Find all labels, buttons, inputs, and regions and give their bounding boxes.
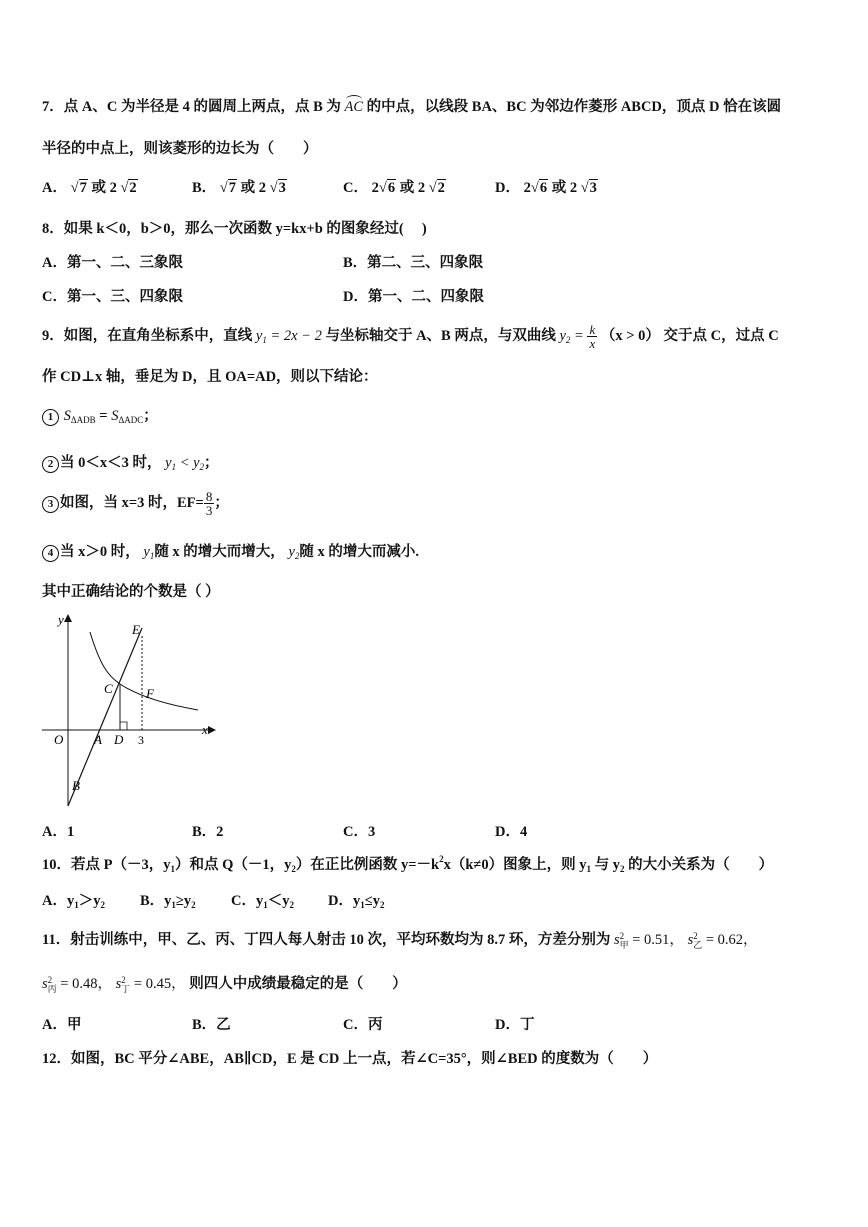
q7-option-c-sqrt2: √2 [428, 180, 445, 196]
q7-option-b-sqrt2: √3 [269, 180, 286, 196]
q7-option-c-pre: 2 [371, 180, 379, 196]
q11-bing-scripts [48, 976, 57, 994]
q11-var-ding [116, 976, 186, 992]
q10-e-sub: 2 [620, 864, 625, 874]
q10-c: ）在正比例函数 y=－k [295, 857, 440, 873]
q11-s-yi: s [687, 932, 694, 948]
q9-s2-y1: y [165, 455, 172, 471]
q9-s1-eq: = [95, 408, 112, 424]
q11-jia-val: = 0.51， [628, 932, 684, 948]
q11-bing-sub: 丙 [47, 983, 57, 994]
q9-fig-label-c: C [104, 681, 113, 696]
q9-s1-end: ； [143, 408, 158, 424]
q9-fig-label-f: F [146, 686, 154, 701]
q10-option-a-s2: 2 [100, 900, 105, 910]
q10-option-a [42, 889, 105, 910]
q10-option-a-y: A．y [42, 893, 75, 909]
q9-figure [38, 610, 218, 810]
q7-option-b-rad1: 7 [228, 180, 237, 196]
q9-option-d: D．4 [495, 824, 528, 840]
q9-stem-b: 与坐标轴交于 A、B 两点，与双曲线 [325, 327, 556, 344]
q11-ding-val: = 0.45， [130, 976, 186, 992]
q7-option-a [42, 176, 138, 197]
q7-option-d-sqrt2: √3 [580, 180, 597, 196]
q9-s4-y1 [143, 544, 154, 560]
q9-s4-y1-var: y [143, 544, 150, 560]
q8-option-a: A．第一、二、三象限 [42, 255, 183, 271]
q7-option-b [192, 176, 287, 197]
q9-s2-ineq [165, 455, 204, 471]
q7-option-d-label: D． [495, 180, 520, 196]
q9-frac-x: x [589, 336, 596, 351]
q10-option-d [328, 889, 384, 910]
q7-option-a-sqrt1: √7 [70, 180, 87, 196]
q11-bing-sup: 2 [47, 974, 53, 985]
q7-stem-a: 7．点 A、C 为半径是 4 的圆周上两点，点 B 为 [42, 99, 341, 115]
q10-option-b-s2: 2 [191, 900, 196, 910]
q9-k-over-x [587, 323, 597, 350]
q7-option-c-label: C． [343, 180, 368, 196]
q9-s4-y2-sub: 2 [294, 551, 300, 561]
q7-option-d-rad2: 3 [589, 180, 597, 196]
q10-f: 的大小关系为（ ） [624, 857, 774, 873]
q11-ding-sub: 丁 [121, 983, 131, 994]
q11-bing-val: = 0.48， [56, 976, 112, 992]
q7-option-c-rad1: 6 [387, 180, 396, 196]
q7-arc-ac: AC [344, 99, 364, 115]
q10-option-d-s2: 2 [379, 900, 385, 910]
q9-s4-b: 随 x 的增大而增大， [154, 544, 285, 560]
q11-stem-a: 11．射击训练中，甲、乙、丙、丁四人每人射击 10 次，平均环数均为 8.7 环，方差分别为 [42, 932, 611, 948]
q9-s4-y1-sub: 1 [149, 551, 155, 561]
q9-y2 [559, 328, 587, 344]
q9-circled-4: 4 [42, 545, 59, 562]
q7-stem-b: 的中点，以线段 BA、BC 为邻边作菱形 ABCD，顶点 D 恰在该圆 [366, 99, 782, 115]
q9-y2-var: y [559, 327, 566, 344]
q9-line-eq: = 2x − 2 [266, 327, 322, 344]
q11-s-ding: s [115, 976, 122, 992]
q11-yi-val: = 0.62， [702, 932, 758, 948]
q8-option-b: B．第二、三、四象限 [343, 255, 484, 271]
q7-stem-line2: 半径的中点上，则该菱形的边长为（ ） [42, 141, 318, 157]
q10-option-d-s1: 1 [360, 900, 365, 910]
q8-stem: 8．如果 k＜0，b＞0，那么一次函数 y=kx+b 的图象经过( ) [42, 221, 427, 237]
q11-ding-scripts [121, 976, 130, 994]
q11-option-c: C．丙 [343, 1017, 383, 1033]
q11-var-yi [688, 932, 758, 948]
q9-s4-c: 随 x 的增大而减小. [299, 544, 419, 560]
q7-option-b-mid: 或 2 [240, 180, 267, 196]
q7-option-d-sqrt1: √6 [530, 180, 548, 196]
q11-option-a: A．甲 [42, 1017, 82, 1033]
q9-option-a: A．1 [42, 824, 75, 840]
q9-y1 [256, 328, 322, 344]
q10-c-sup: 2 [439, 854, 444, 864]
q11-s-jia: s [613, 932, 620, 948]
q9-s1-S1: S [63, 408, 71, 424]
q11-option-d: D．丁 [495, 1017, 535, 1033]
q9-statement-3 [42, 490, 229, 517]
q9-fig-hyperbola [90, 632, 198, 710]
q8-option-c: C．第一、三、四象限 [42, 289, 183, 305]
q10-option-a-op: ＞y [78, 893, 101, 909]
q10-option-c-y: C．y [231, 893, 264, 909]
q9-option-c: C．3 [343, 824, 376, 840]
q10-option-b [140, 889, 196, 910]
q11-jia-scripts [620, 932, 629, 950]
q7-option-d-mid: 或 2 [551, 180, 578, 196]
q7-option-c-rad2: 2 [437, 180, 445, 196]
q9-s1-sub2: ΔADC [118, 415, 144, 425]
q9-eq: = [570, 327, 588, 344]
q11-option-b: B．乙 [192, 1017, 231, 1033]
q9-circled-3: 3 [42, 496, 59, 513]
q9-y2-sub: 2 [565, 334, 571, 345]
q9-s2-y1-sub: 1 [171, 462, 177, 472]
q9-statement-2 [42, 451, 219, 473]
q7-option-a-rad1: 7 [79, 180, 87, 196]
q9-s1-rhs [111, 408, 143, 424]
q9-s2-y2-sub: 2 [199, 462, 205, 472]
q7-option-b-rad2: 3 [278, 180, 286, 196]
q9-y1-var: y [255, 327, 263, 344]
q10-option-c-s1: 1 [263, 900, 268, 910]
q10-option-d-op: ≤y [364, 893, 380, 909]
q9-stem-c: 交于点 C，过点 C [663, 327, 779, 344]
q9-s3-text: 如图，当 x=3 时，EF= [60, 494, 204, 511]
q10-b: ）和点 Q（－1，y [174, 857, 292, 873]
q7-option-d-rad1: 6 [539, 180, 548, 196]
q9-fig-label-y: y [58, 612, 64, 627]
q7-option-a-label: A． [42, 180, 67, 196]
q7-stem-line1 [42, 95, 781, 116]
q10-stem [42, 853, 773, 874]
q9-fig-label-o: O [54, 732, 64, 747]
q9-stem-line1 [42, 323, 779, 350]
q9-s4-y2-var: y [288, 544, 295, 560]
q10-option-b-s1: 1 [171, 900, 176, 910]
q9-s2-text: 当 0＜x＜3 时， [60, 455, 162, 471]
q7-option-c-mid: 或 2 [399, 180, 426, 196]
q9-fig-label-a: A [94, 732, 102, 747]
q10-a-sub: 1 [170, 864, 175, 874]
q9-s3-frac-den: 3 [205, 503, 213, 518]
q9-fig-label-b: B [72, 778, 80, 793]
q11-var-jia [614, 932, 684, 948]
q9-s2-end: ； [204, 455, 219, 471]
q11-yi-sub: 乙 [693, 939, 703, 950]
q9-fig-label-d: D [114, 732, 124, 747]
q9-stem-line2: 作 CD⊥x 轴，垂足为 D，且 OA=AD，则以下结论： [42, 369, 378, 385]
q7-option-b-label: B． [192, 180, 217, 196]
q10-option-b-op: ≥y [175, 893, 192, 909]
q9-question: 其中正确结论的个数是（ ） [42, 584, 220, 600]
q9-statement-4 [42, 540, 419, 562]
q10-option-c [231, 889, 294, 910]
q7-option-a-mid: 或 2 [91, 180, 117, 196]
q11-stem-line1 [42, 928, 758, 950]
q7-option-a-sqrt2: √2 [120, 180, 137, 196]
q9-circled-1: 1 [42, 409, 59, 426]
q11-stem-b: 则四人中成绩最稳定的是（ ） [189, 976, 407, 992]
q10-b-sub: 2 [291, 864, 296, 874]
q10-a: 10．若点 P（－3，y [42, 857, 171, 873]
q9-s3-frac [204, 490, 215, 517]
q9-circled-2: 2 [42, 456, 59, 473]
q7-option-d-pre: 2 [523, 180, 531, 196]
q9-fig-label-e: E [132, 622, 140, 637]
q9-y1-sub: 1 [262, 334, 267, 345]
q9-s2-y2: y [193, 455, 200, 471]
q10-option-d-y: D．y [328, 893, 361, 909]
q7-option-c [343, 176, 446, 197]
q11-jia-sup: 2 [619, 930, 625, 941]
q9-s1-sub1: ΔADB [70, 415, 96, 425]
q12-stem: 12．如图，BC 平分∠ABE，AB∥CD，E 是 CD 上一点，若∠C=35°，则∠BED 的度数为（ ） [42, 1051, 658, 1067]
q9-fig-label-3: 3 [138, 733, 144, 747]
q7-option-b-sqrt1: √7 [219, 180, 237, 196]
q9-s3-end: ； [214, 494, 229, 511]
q7-option-c-sqrt1: √6 [378, 180, 396, 196]
q9-statement-1 [42, 404, 158, 426]
q11-jia-sub: 甲 [619, 939, 629, 950]
q9-option-b: B．2 [192, 824, 224, 840]
q11-ding-sup: 2 [121, 974, 126, 985]
q9-s3-frac-num: 8 [205, 489, 213, 504]
q9-s4-y2 [288, 544, 299, 560]
q10-d: x（k≠0）图象上，则 y [443, 857, 587, 873]
q9-frac-k: k [589, 322, 596, 337]
q9-s1-S2: S [111, 408, 119, 424]
q11-var-bing [42, 976, 112, 992]
q10-e: 与 y [591, 857, 620, 873]
q9-s4-a: 当 x＞0 时， [60, 544, 140, 560]
q11-yi-sup: 2 [693, 930, 698, 941]
q9-fig-label-x: x [202, 722, 208, 737]
q9-fig-y-arrow [64, 614, 72, 622]
q11-s-bing: s [42, 976, 48, 992]
q9-fig-x-arrow [208, 726, 216, 734]
q8-option-d: D．第一、二、四象限 [343, 289, 484, 305]
q9-fig-right-angle [120, 722, 127, 730]
q10-option-c-s2: 2 [289, 900, 294, 910]
q10-option-c-op: ＜y [267, 893, 290, 909]
q10-d-sub: 1 [586, 864, 591, 874]
q7-option-d [495, 176, 598, 197]
q7-option-a-rad2: 2 [129, 180, 137, 196]
q9-s2-lt: < [176, 455, 194, 471]
q10-option-a-s1: 1 [74, 900, 79, 910]
q9-s1-lhs [64, 408, 96, 424]
q10-option-b-y: B．y [140, 893, 172, 909]
q11-stem-line2 [42, 972, 407, 994]
q9-cond: （x > 0） [600, 327, 660, 344]
q9-stem-a: 9．如图，在直角坐标系中，直线 [42, 327, 253, 344]
q11-yi-scripts [693, 932, 702, 950]
